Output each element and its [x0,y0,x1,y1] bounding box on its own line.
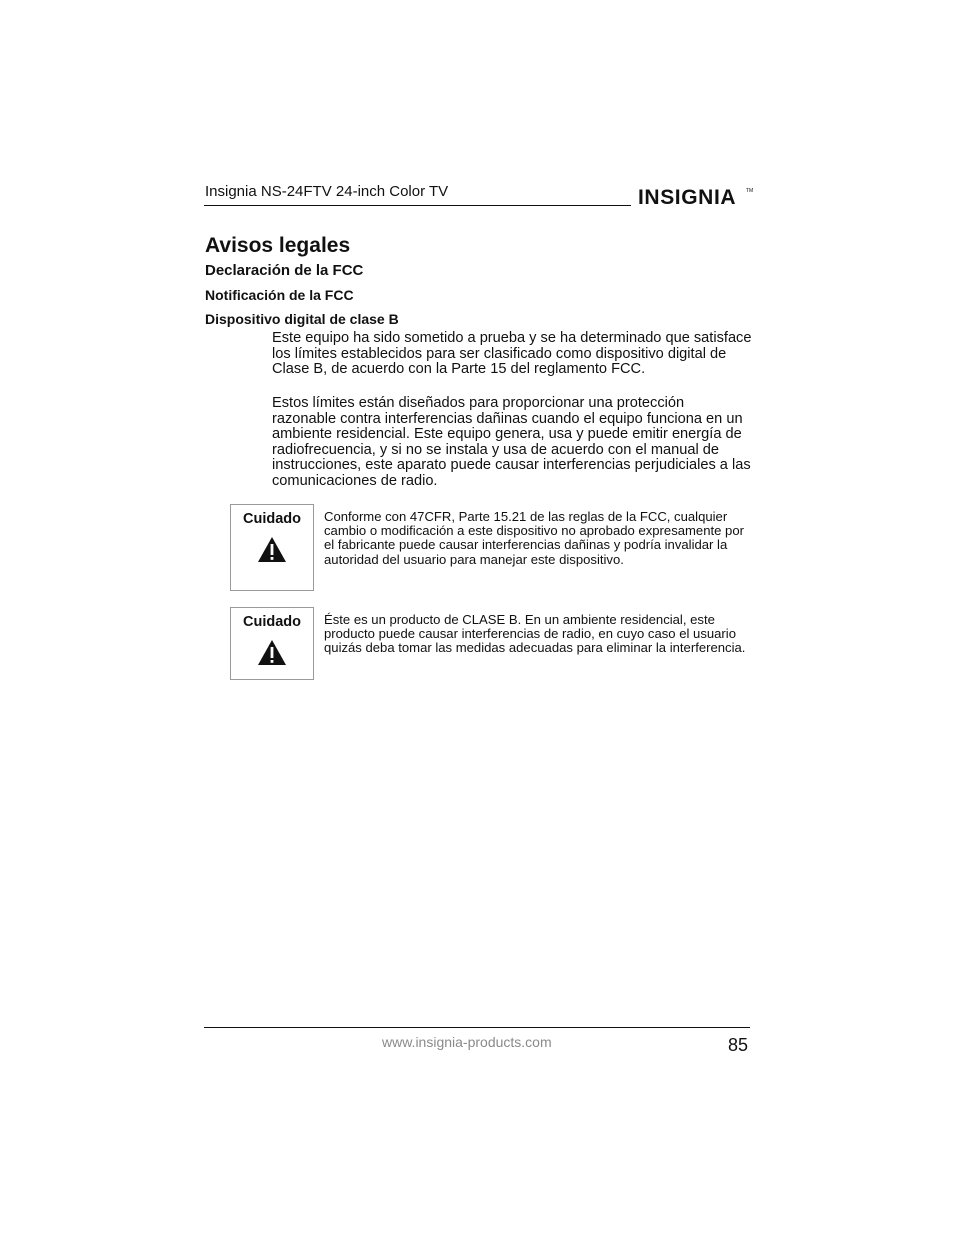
paragraph-2: Estos límites están diseñados para proporcionar una protección razonable contra interferencias dañinas cuando el equipo funciona en un ambiente residencial. Este equipo genera, usa y puede emitir energía de radiofrecuencia, y si no se instala y usa de acuerdo con el manual de instrucciones, este aparato puede causar interferencias perjudiciales a las comunicaciones de radio. [272,395,751,489]
insignia-logo [638,183,754,209]
footer-url: www.insignia-products.com [382,1034,552,1050]
footer-divider [204,1027,750,1028]
paragraph-1: Este equipo ha sido sometido a prueba y se ha determinado que satisface los límites establecidos para ser clasificado como dispositivo digital de Clase B, de acuerdo con la Parte 15 del reglamento FCC. [272,330,752,378]
caution-text: Éste es un producto de CLASE B. En un ambiente residencial, este producto puede causar interferencias de radio, en cuyo caso el usuario quizás deba tomar las medidas adecuadas para eliminar la interferencia. [324,612,746,656]
page-number: 85 [728,1035,749,1055]
warning-triangle-icon [257,536,287,563]
header-title: Insignia NS-24FTV 24-inch Color TV [205,183,449,200]
device-class-title: Dispositivo digital de clase B [205,311,399,327]
caution-label-cell [230,504,314,591]
subsection-title: Notificación de la FCC [205,287,354,303]
logo-wordmark: INSIGNIA [638,186,737,209]
warning-triangle-icon [257,639,287,666]
header-divider [204,205,631,206]
caution-label-cell [230,607,314,680]
section-title: Declaración de la FCC [205,262,364,279]
logo-trademark: TM [746,188,754,194]
page-title: Avisos legales [205,234,351,257]
caution-text: Conforme con 47CFR, Parte 15.21 de las reglas de la FCC, cualquier cambio o modificación a este dispositivo no aprobado expresamente por el fabricante puede causar interferencias dañinas y podría invalidar la autoridad del usuario para manejar este dispositivo. [324,509,744,567]
caution-label: Cuidado [243,614,301,630]
caution-label: Cuidado [243,511,301,527]
